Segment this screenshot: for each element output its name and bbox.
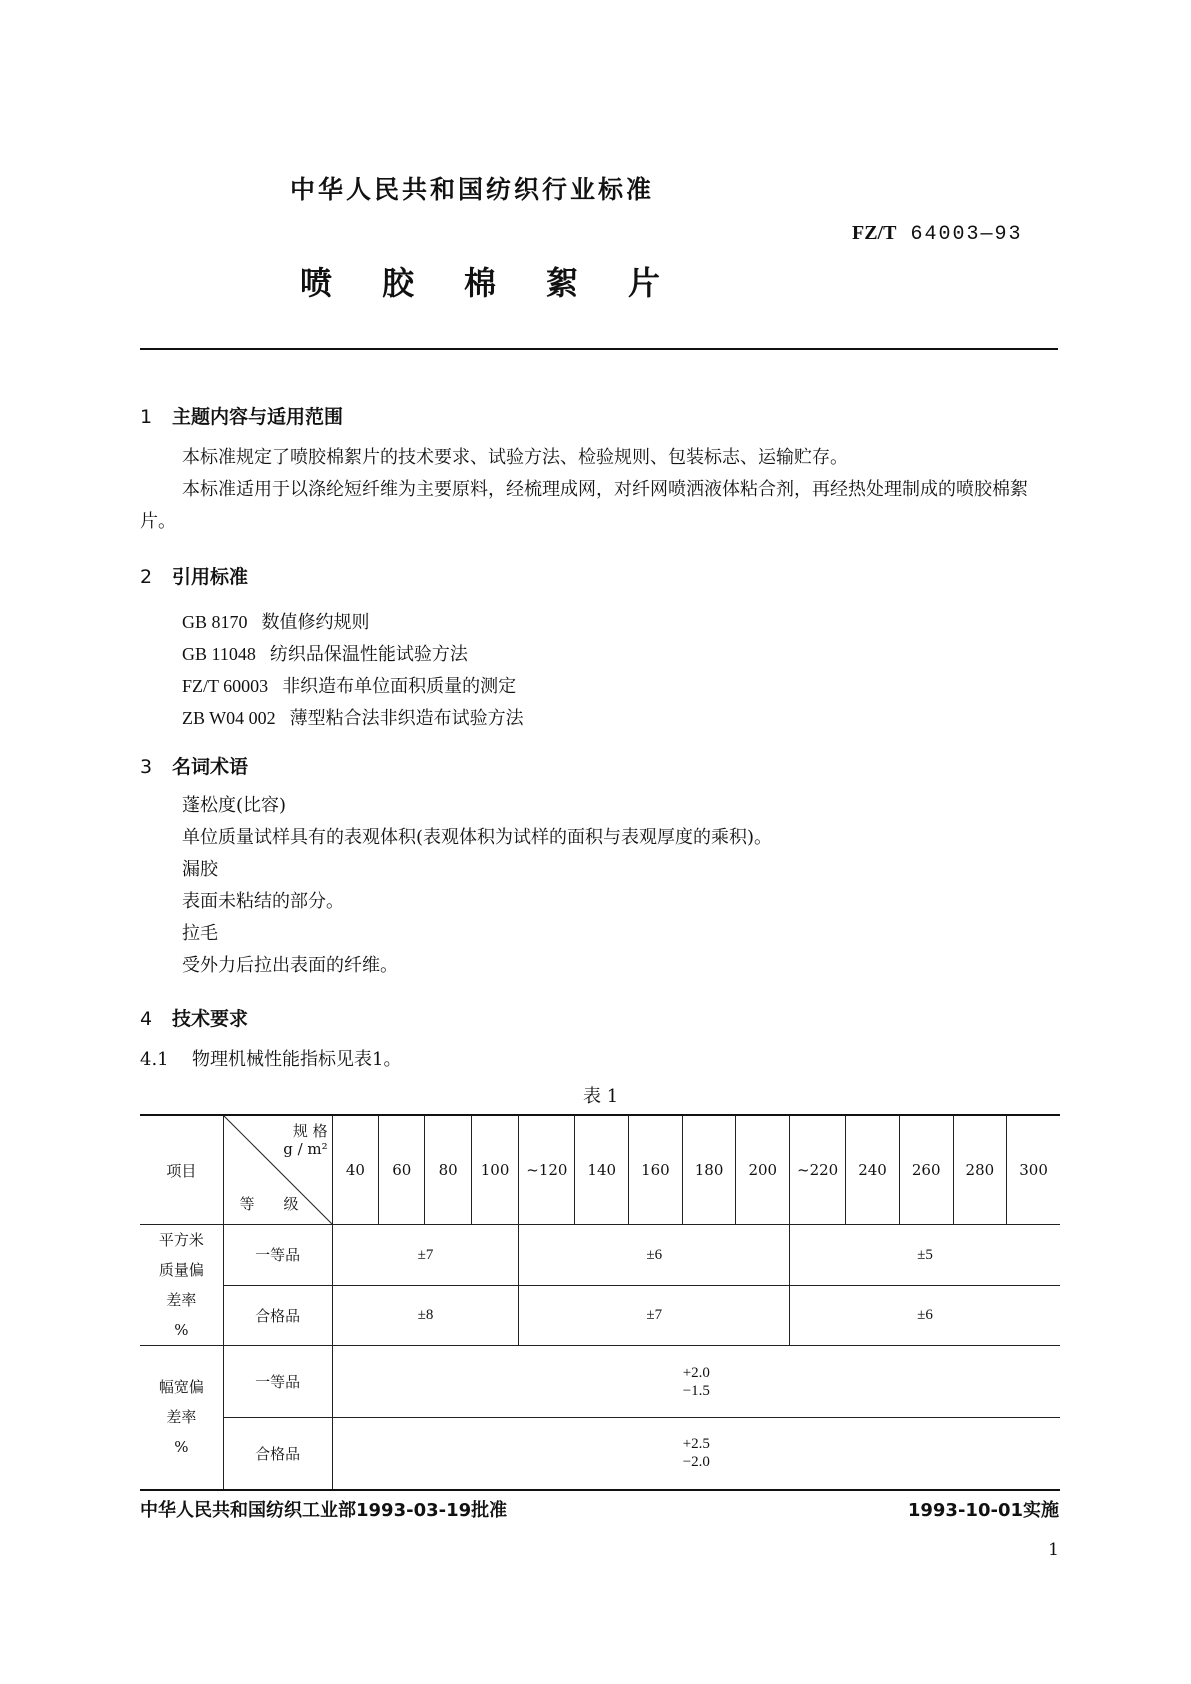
spec-table [140, 1114, 1060, 1491]
column-header: 140 [575, 1115, 629, 1225]
width-tolerance-cell: +2.5 −2.0 [332, 1418, 1060, 1490]
standard-code [852, 222, 1022, 246]
effective-date: 1993-10-01实施 [907, 1500, 1059, 1521]
section-2-heading: 2 引用标准 [140, 566, 249, 588]
grade-label: 等 级 [239, 1195, 311, 1213]
term-name: 漏胶 [182, 859, 218, 880]
column-header: 240 [846, 1115, 900, 1225]
term-name: 蓬松度(比容) [182, 795, 287, 816]
tolerance-cell: ±7 [332, 1225, 519, 1286]
column-header: 60 [379, 1115, 425, 1225]
table-row [140, 1346, 1060, 1418]
spec-unit-label: 规 格 g / m² [283, 1122, 328, 1158]
column-header: 200 [736, 1115, 790, 1225]
document-title: 喷胶棉絮片 [300, 264, 711, 302]
diagonal-header-cell [223, 1115, 332, 1225]
column-header: 40 [332, 1115, 378, 1225]
group-1-label: 平方米 质量偏 差率 % [140, 1225, 223, 1346]
reference-item: FZ/T 60003 非织造布单位面积质量的测定 [182, 676, 517, 697]
tolerance-cell: ±6 [790, 1285, 1060, 1346]
table-header-row [140, 1115, 1060, 1225]
header-divider [140, 348, 1058, 350]
approval-statement: 中华人民共和国纺织工业部1993-03-19批准 [140, 1500, 508, 1521]
tolerance-cell: ±5 [790, 1225, 1060, 1286]
item-header-cell: 项目 [140, 1115, 223, 1225]
page-number: 1 [1048, 1540, 1059, 1560]
subsection-4-1: 4.1 物理机械性能指标见表1。 [140, 1049, 402, 1070]
column-header: 300 [1007, 1115, 1060, 1225]
term-name: 拉毛 [182, 923, 218, 944]
reference-item: GB 8170 数值修约规则 [182, 612, 370, 633]
column-header: 260 [899, 1115, 953, 1225]
column-header: 160 [629, 1115, 683, 1225]
tolerance-cell: ±6 [519, 1225, 790, 1286]
issuing-body-title: 中华人民共和国纺织行业标准 [290, 175, 655, 204]
table-row [140, 1418, 1060, 1490]
reference-item: ZB W04 002 薄型粘合法非织造布试验方法 [182, 708, 524, 729]
width-tolerance-cell: +2.0 −1.5 [332, 1346, 1060, 1418]
term-definition: 单位质量试样具有的表观体积(表观体积为试样的面积与表观厚度的乘积)。 [182, 827, 773, 848]
section-1-paragraph-2: 本标准适用于以涤纶短纤维为主要原料，经梳理成网，对纤网喷洒液体粘合剂，再经热处理制成的喷胶棉絮片。 [140, 479, 1028, 532]
standard-code-prefix: FZ/T [852, 222, 897, 244]
tolerance-cell: ±7 [519, 1285, 790, 1346]
section-1-heading: 1 主题内容与适用范围 [140, 406, 344, 428]
grade-first-cell: 一等品 [223, 1225, 332, 1286]
reference-item: GB 11048 纺织品保温性能试验方法 [182, 644, 468, 665]
column-header: 100 [471, 1115, 519, 1225]
column-header: 280 [953, 1115, 1007, 1225]
table-row [140, 1285, 1060, 1346]
group-2-label: 幅宽偏 差率 % [140, 1346, 223, 1490]
grade-first-cell: 一等品 [223, 1346, 332, 1418]
term-definition: 表面未粘结的部分。 [182, 891, 344, 912]
section-1-paragraph-1: 本标准规定了喷胶棉絮片的技术要求、试验方法、检验规则、包装标志、运输贮存。 [182, 447, 848, 468]
section-4-heading: 4 技术要求 [140, 1008, 249, 1030]
column-header: ~120 [519, 1115, 575, 1225]
column-header: 80 [425, 1115, 471, 1225]
term-definition: 受外力后拉出表面的纤维。 [182, 955, 398, 976]
grade-pass-cell: 合格品 [223, 1285, 332, 1346]
section-3-heading: 3 名词术语 [140, 756, 249, 778]
grade-pass-cell: 合格品 [223, 1418, 332, 1490]
column-header: ~220 [790, 1115, 846, 1225]
tolerance-cell: ±8 [332, 1285, 519, 1346]
standard-code-number: 64003—93 [910, 223, 1023, 246]
column-header: 180 [682, 1115, 736, 1225]
table-row [140, 1225, 1060, 1286]
table-caption: 表 1 [583, 1086, 619, 1107]
